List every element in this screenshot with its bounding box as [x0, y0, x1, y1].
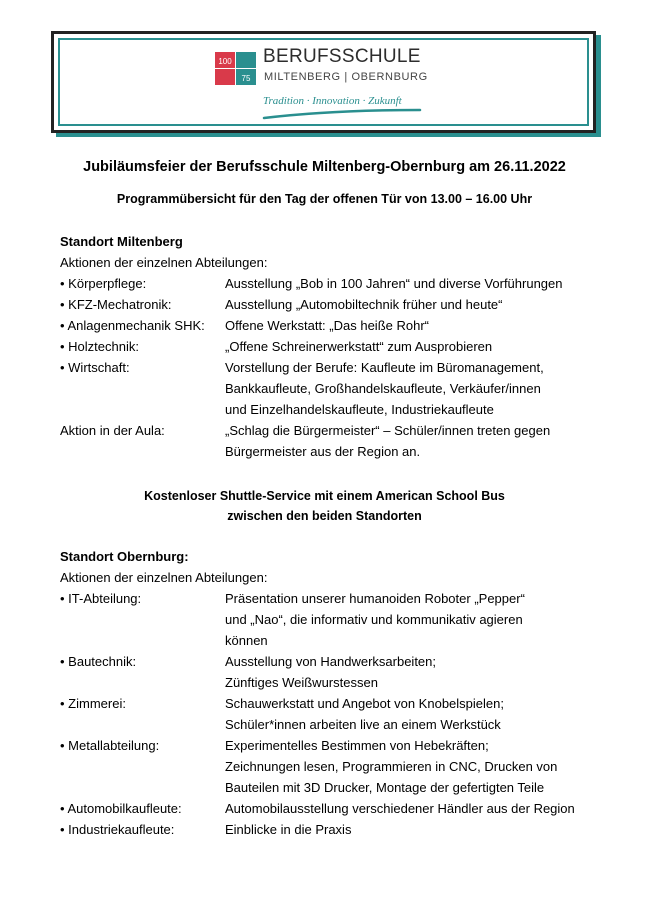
item-text: und „Nao“, die informativ und kommunikativ agieren [225, 612, 523, 627]
item-text: Bankkaufleute, Großhandelskaufleute, Verkäufer/innen [225, 381, 541, 396]
school-name: BERUFSSCHULE [263, 46, 421, 67]
section-intro-miltenberg: Aktionen der einzelnen Abteilungen: [60, 255, 268, 270]
logo-red-square-bottom [215, 69, 235, 85]
item-text: Schüler*innen arbeiten live an einem Werkstück [225, 717, 501, 732]
tagline-swoosh-icon [262, 104, 422, 122]
item-text: Ausstellung „Automobiltechnik früher und heute“ [225, 297, 503, 312]
item-text: Schauwerkstatt und Angebot von Knobelspielen; [225, 696, 504, 711]
item-label: • Bautechnik: [60, 654, 137, 669]
item-text: Einblicke in die Praxis [225, 822, 352, 837]
logo-teal-square-top [236, 52, 256, 68]
school-locations: MILTENBERG | OBERNBURG [264, 71, 428, 83]
shuttle-line-2: zwischen den beiden Standorten [227, 509, 422, 523]
item-label: • Anlagenmechanik SHK: [60, 318, 205, 333]
item-label: • Wirtschaft: [60, 360, 130, 375]
item-text: Bauteilen mit 3D Drucker, Montage der gefertigten Teile [225, 780, 545, 795]
item-text: „Offene Schreinerwerkstatt“ zum Ausprobieren [225, 339, 493, 354]
item-text: Ausstellung von Handwerksarbeiten; [225, 654, 437, 669]
page-subtitle: Programmübersicht für den Tag der offenen Tür von 13.00 – 16.00 Uhr [116, 192, 533, 206]
item-label: • IT-Abteilung: [60, 591, 142, 606]
item-text: können [225, 633, 268, 648]
logo-number-75: 75 [241, 74, 251, 83]
aula-text: Bürgermeister aus der Region an. [225, 444, 421, 459]
item-text: Offene Werkstatt: „Das heiße Rohr“ [225, 318, 429, 333]
item-label: • Metallabteilung: [60, 738, 160, 753]
item-text: und Einzelhandelskaufleute, Industriekaufleute [225, 402, 494, 417]
item-label: • KFZ-Mechatronik: [60, 297, 172, 312]
section-title-miltenberg: Standort Miltenberg [60, 234, 183, 249]
section-intro-obernburg: Aktionen der einzelnen Abteilungen: [60, 570, 268, 585]
item-text: Präsentation unserer humanoiden Roboter „Pepper“ [225, 591, 525, 606]
item-text: Automobilausstellung verschiedener Händler aus der Region [225, 801, 575, 816]
item-label: • Holztechnik: [60, 339, 139, 354]
school-tagline: Tradition · Innovation · Zukunft [263, 95, 402, 107]
item-text: Zeichnungen lesen, Programmieren in CNC, Drucken von [225, 759, 558, 774]
item-label: • Automobilkaufleute: [60, 801, 182, 816]
aula-text: „Schlag die Bürgermeister“ – Schüler/innen treten gegen [225, 423, 551, 438]
logo-number-100: 100 [218, 57, 232, 66]
aula-label: Aktion in der Aula: [60, 423, 165, 438]
item-text: Ausstellung „Bob in 100 Jahren“ und diverse Vorführungen [225, 276, 563, 291]
item-label: • Industriekaufleute: [60, 822, 175, 837]
shuttle-line-1: Kostenloser Shuttle-Service mit einem American School Bus [144, 489, 505, 503]
item-text: Zünftiges Weißwurstessen [225, 675, 378, 690]
school-logo-icon [215, 52, 257, 86]
item-label: • Körperpflege: [60, 276, 147, 291]
item-text: Vorstellung der Berufe: Kaufleute im Büromanagement, [225, 360, 544, 375]
section-title-obernburg: Standort Obernburg: [60, 549, 189, 564]
page-title: Jubiläumsfeier der Berufsschule Miltenberg-Obernburg am 26.11.2022 [83, 159, 566, 175]
item-text: Experimentelles Bestimmen von Hebekräften; [225, 738, 489, 753]
item-label: • Zimmerei: [60, 696, 126, 711]
